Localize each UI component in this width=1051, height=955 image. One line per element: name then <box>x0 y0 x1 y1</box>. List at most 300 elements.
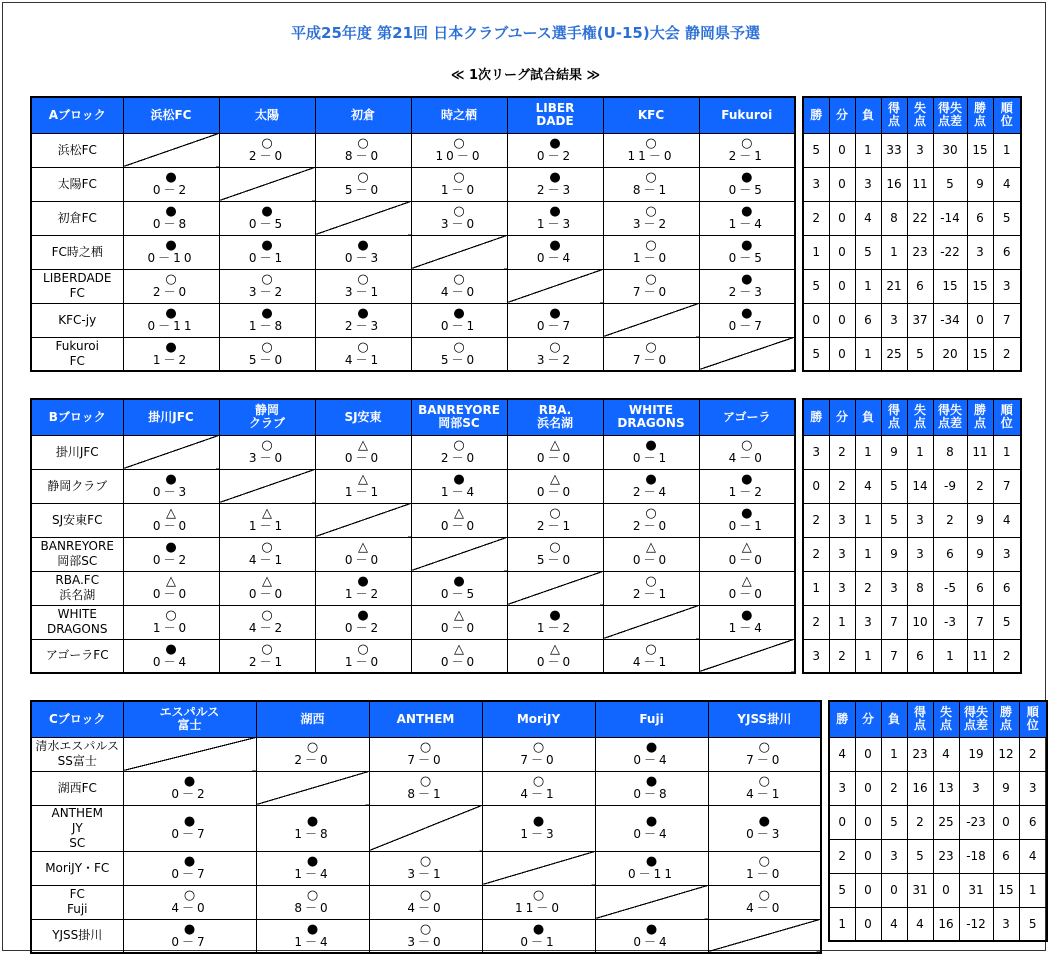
match-result-cell <box>315 435 411 469</box>
match-result <box>220 273 315 299</box>
result-symbol: ● <box>549 608 561 623</box>
match-score: 1－0 <box>632 251 670 265</box>
match-result <box>257 889 369 915</box>
standings-row <box>803 337 1021 371</box>
match-result <box>700 473 795 499</box>
match-result-cell <box>219 503 315 537</box>
match-score: 1－8 <box>248 319 286 333</box>
team-column-header: 太陽 <box>219 97 315 133</box>
match-result <box>508 541 603 567</box>
match-score: 4－1 <box>746 787 783 801</box>
team-row-label: Fukuroi FC <box>31 337 123 371</box>
match-result <box>124 815 256 841</box>
match-result-cell <box>411 435 507 469</box>
match-result-cell <box>315 537 411 571</box>
match-result-cell <box>123 303 219 337</box>
result-symbol: ○ <box>453 204 465 219</box>
team-column-header: アゴーラ <box>699 399 795 435</box>
match-result <box>700 575 795 601</box>
standings-value: 0 <box>829 201 855 235</box>
standings-value: -9 <box>933 469 967 503</box>
match-score: 11－0 <box>515 901 562 915</box>
standings-value: 5 <box>907 337 933 371</box>
match-score: 0－7 <box>171 867 208 881</box>
diagonal-cell <box>315 201 411 235</box>
match-result <box>604 473 699 499</box>
match-score: 4－0 <box>440 285 478 299</box>
result-symbol: ● <box>306 814 319 829</box>
match-score: 1－3 <box>520 827 557 841</box>
result-symbol: ● <box>183 774 196 789</box>
match-score: 1－2 <box>152 352 190 367</box>
result-symbol: ● <box>183 814 196 829</box>
match-result-cell <box>411 639 507 673</box>
standings-value: -3 <box>933 605 967 639</box>
standings-value: 1 <box>829 605 855 639</box>
match-result-cell <box>595 771 708 805</box>
standings-value: 6 <box>993 235 1021 269</box>
result-symbol: △ <box>550 438 560 453</box>
match-score: 0－3 <box>746 827 783 841</box>
match-score: 0－4 <box>536 251 574 265</box>
result-symbol: ● <box>453 306 465 321</box>
match-score: 0－7 <box>728 319 765 333</box>
standings-table <box>802 96 1022 372</box>
match-result <box>700 507 795 533</box>
match-result-cell <box>123 805 256 851</box>
match-score: 7－0 <box>632 352 670 367</box>
result-symbol: ● <box>165 641 177 657</box>
match-result-cell <box>219 269 315 303</box>
standings-value: 3 <box>881 303 907 337</box>
match-result-cell <box>256 919 369 953</box>
match-score: 2－0 <box>440 451 478 465</box>
match-result <box>483 775 595 801</box>
match-result-cell <box>256 737 369 771</box>
result-symbol: △ <box>166 506 176 521</box>
standings-header: 分 <box>855 701 881 737</box>
match-result-cell <box>411 571 507 605</box>
result-symbol: ○ <box>261 540 273 555</box>
match-result <box>124 273 219 299</box>
standings-value: 2 <box>803 503 829 537</box>
match-result-cell <box>123 571 219 605</box>
match-result <box>316 473 411 499</box>
result-symbol: ○ <box>453 136 465 151</box>
standings-table <box>802 398 1022 674</box>
match-result <box>220 205 315 231</box>
match-result-cell <box>315 639 411 673</box>
match-score: 1－8 <box>294 827 331 841</box>
match-score: 0－2 <box>536 149 574 163</box>
result-symbol: ○ <box>453 170 465 185</box>
standings-value: 3 <box>959 771 993 805</box>
match-result <box>257 855 369 881</box>
match-result-cell <box>603 337 699 371</box>
match-score: 11－0 <box>627 149 675 163</box>
match-score: 2－3 <box>728 285 765 299</box>
team-row-label: 太陽FC <box>31 167 123 201</box>
standings-value: 1 <box>881 235 907 269</box>
result-symbol: ● <box>532 921 545 937</box>
team-row-label: 清水エスパルス SS富士 <box>31 737 123 771</box>
match-result-cell <box>708 737 821 771</box>
match-score: 3－1 <box>407 867 444 881</box>
standings-value: 5 <box>1019 907 1047 941</box>
standings-header: 順 位 <box>993 97 1021 133</box>
standings-value: 25 <box>881 337 907 371</box>
match-result-cell <box>699 269 795 303</box>
result-symbol: ○ <box>261 641 273 657</box>
match-result-cell <box>482 805 595 851</box>
match-result-cell <box>595 919 708 953</box>
standings-value: 3 <box>907 133 933 167</box>
standings-header: 負 <box>855 399 881 435</box>
team-row-label: SJ安東FC <box>31 503 123 537</box>
standings-value: 4 <box>1019 839 1047 873</box>
result-symbol: ○ <box>549 339 561 355</box>
result-symbol: △ <box>358 438 368 453</box>
header-row <box>31 701 821 737</box>
match-result <box>124 473 219 499</box>
match-result <box>604 239 699 265</box>
result-symbol: ○ <box>357 641 369 657</box>
result-symbol: ● <box>645 921 658 937</box>
standings-value: 3 <box>1019 771 1047 805</box>
diagonal-cell <box>315 503 411 537</box>
result-symbol: ● <box>532 814 545 829</box>
match-result-cell <box>603 133 699 167</box>
match-score: 3－0 <box>440 217 478 231</box>
match-result <box>596 775 708 801</box>
standings-row <box>803 605 1021 639</box>
standings-value: 1 <box>881 737 907 771</box>
match-result <box>220 643 315 669</box>
result-symbol: ○ <box>419 854 432 869</box>
standings-value: 0 <box>829 805 855 839</box>
standings-header: 得 点 <box>907 701 933 737</box>
match-score: 0－4 <box>633 934 670 949</box>
match-result-cell <box>256 885 369 919</box>
match-result <box>596 855 708 881</box>
standings-value: 0 <box>855 873 881 907</box>
standings-value: 6 <box>993 571 1021 605</box>
match-result <box>316 307 411 333</box>
match-result <box>316 171 411 197</box>
match-result <box>508 205 603 231</box>
standings-value: 4 <box>933 737 959 771</box>
standings-value: 1 <box>907 435 933 469</box>
match-result-cell <box>603 537 699 571</box>
standings-value: 16 <box>933 907 959 941</box>
match-result-cell <box>595 851 708 885</box>
standings-value: 23 <box>907 737 933 771</box>
diagonal-cell <box>123 737 256 771</box>
match-result-cell <box>315 571 411 605</box>
match-score: 0－5 <box>728 251 765 265</box>
match-score: 0－1 <box>632 451 670 465</box>
standings-value: 9 <box>967 503 993 537</box>
standings-value: 15 <box>967 337 993 371</box>
standings-value: 2 <box>993 337 1021 371</box>
match-score: 0－0 <box>536 451 574 465</box>
match-result-cell <box>507 537 603 571</box>
match-result <box>412 341 507 367</box>
standings-header-row <box>803 399 1021 435</box>
match-result <box>124 575 219 601</box>
match-result-cell <box>219 639 315 673</box>
standings-value: 15 <box>933 269 967 303</box>
match-score: 1－2 <box>728 485 765 499</box>
team-row <box>31 737 821 771</box>
match-score: 0－3 <box>152 485 190 499</box>
match-result <box>700 609 795 635</box>
match-score: 0－4 <box>633 753 670 767</box>
match-result-cell <box>708 771 821 805</box>
match-score: 1－3 <box>536 217 574 231</box>
standings-value: -14 <box>933 201 967 235</box>
result-symbol: ○ <box>261 136 273 151</box>
match-score: 1－4 <box>728 621 765 635</box>
diagonal-cell <box>219 469 315 503</box>
match-result-cell <box>699 571 795 605</box>
result-symbol: ● <box>645 438 657 453</box>
standings-value: 11 <box>907 167 933 201</box>
result-symbol: ● <box>165 170 177 185</box>
match-result <box>220 575 315 601</box>
result-symbol: ● <box>645 774 658 789</box>
standings-row <box>803 235 1021 269</box>
match-result-cell <box>708 885 821 919</box>
match-result-cell <box>708 851 821 885</box>
match-score: 1－4 <box>294 934 331 949</box>
standings-value: 15 <box>993 873 1019 907</box>
match-result-cell <box>699 605 795 639</box>
standings-value: 6 <box>855 303 881 337</box>
match-result-cell <box>315 269 411 303</box>
standings-header-row <box>803 97 1021 133</box>
standings-value: 3 <box>907 537 933 571</box>
result-symbol: ○ <box>357 272 369 287</box>
match-score: 0－3 <box>344 251 382 265</box>
diagonal-cell <box>603 605 699 639</box>
team-column-header: LIBER DADE <box>507 97 603 133</box>
standings-header: 勝 <box>803 97 829 133</box>
standings-row <box>829 839 1047 873</box>
match-score: 0－8 <box>152 217 190 231</box>
result-symbol: ○ <box>532 888 545 903</box>
match-result-cell <box>411 201 507 235</box>
result-symbol: ● <box>183 854 196 869</box>
result-symbol: ● <box>549 238 561 253</box>
standings-value: 31 <box>907 873 933 907</box>
standings-value: 2 <box>829 469 855 503</box>
standings-value: 19 <box>959 737 993 771</box>
standings-value: 37 <box>907 303 933 337</box>
match-score: 8－1 <box>407 787 444 801</box>
team-column-header: YJSS掛川 <box>708 701 821 737</box>
match-result-cell <box>507 639 603 673</box>
team-row <box>31 851 821 885</box>
standings-value: 8 <box>881 201 907 235</box>
result-symbol: ● <box>741 272 753 287</box>
result-symbol: ● <box>183 921 196 937</box>
standings-value: 23 <box>933 839 959 873</box>
match-result <box>604 137 699 163</box>
team-row-label: KFC-jy <box>31 303 123 337</box>
team-row-label: 浜松FC <box>31 133 123 167</box>
result-symbol: △ <box>454 641 464 657</box>
result-symbol: ○ <box>419 921 432 937</box>
team-column-header: 掛川JFC <box>123 399 219 435</box>
result-symbol: ○ <box>645 339 657 355</box>
standings-header: 失 点 <box>933 701 959 737</box>
match-score: 0－2 <box>171 787 208 801</box>
standings-value: 5 <box>829 873 855 907</box>
standings-value: 16 <box>907 771 933 805</box>
results-table <box>30 398 796 674</box>
team-row <box>31 503 795 537</box>
standings-row <box>803 503 1021 537</box>
match-result <box>508 609 603 635</box>
match-result-cell <box>603 469 699 503</box>
result-symbol: ○ <box>261 438 273 453</box>
match-result <box>596 923 708 949</box>
header-row <box>31 399 795 435</box>
team-row <box>31 805 821 851</box>
block-a <box>30 96 1022 372</box>
result-symbol: ○ <box>419 888 432 903</box>
standings-value: 4 <box>907 907 933 941</box>
match-result-cell <box>256 805 369 851</box>
match-result <box>700 205 795 231</box>
results-table <box>30 700 822 954</box>
diagonal-cell <box>482 851 595 885</box>
result-symbol: △ <box>550 472 560 487</box>
match-result-cell <box>708 805 821 851</box>
match-result-cell <box>595 805 708 851</box>
team-row-label: MoriJY・FC <box>31 851 123 885</box>
standings-value: 9 <box>993 771 1019 805</box>
result-symbol: ○ <box>532 740 545 755</box>
result-symbol: ○ <box>261 272 273 287</box>
match-result-cell <box>369 737 482 771</box>
standings-value: 0 <box>829 269 855 303</box>
match-result <box>124 171 219 197</box>
match-result-cell <box>699 537 795 571</box>
match-result-cell <box>699 435 795 469</box>
match-result <box>596 741 708 767</box>
match-score: 7－0 <box>520 753 557 767</box>
match-score: 3－2 <box>248 285 286 299</box>
standings-value: 4 <box>829 737 855 771</box>
result-symbol: ○ <box>645 204 657 219</box>
result-symbol: ● <box>357 574 369 589</box>
match-result <box>700 439 795 465</box>
standings-value: 2 <box>993 639 1021 673</box>
team-column-header: エスパルス 富士 <box>123 701 256 737</box>
standings-value: 9 <box>967 167 993 201</box>
match-result-cell <box>411 337 507 371</box>
result-symbol: ● <box>261 204 273 219</box>
result-symbol: ● <box>645 854 658 869</box>
standings-value: 3 <box>993 907 1019 941</box>
standings-header: 失 点 <box>907 399 933 435</box>
match-result <box>412 137 507 163</box>
match-result <box>508 137 603 163</box>
match-score: 4－0 <box>171 901 208 915</box>
match-result <box>508 473 603 499</box>
match-result <box>220 541 315 567</box>
team-column-header: BANREYORE 岡部SC <box>411 399 507 435</box>
result-symbol: ● <box>645 472 657 487</box>
match-result-cell <box>315 303 411 337</box>
match-score: 1－0 <box>746 867 783 881</box>
team-row <box>31 605 795 639</box>
match-result-cell <box>123 851 256 885</box>
result-symbol: ○ <box>261 339 273 355</box>
header-row <box>31 97 795 133</box>
standings-value: 1 <box>855 269 881 303</box>
match-result <box>220 307 315 333</box>
results-table <box>30 96 796 372</box>
standings-value: 1 <box>933 639 967 673</box>
standings-value: 5 <box>803 133 829 167</box>
standings-value: 1 <box>993 435 1021 469</box>
team-column-header: 時之栖 <box>411 97 507 133</box>
standings-value: 11 <box>967 435 993 469</box>
match-result-cell <box>123 269 219 303</box>
standings-value: 6 <box>907 639 933 673</box>
standings-header: 勝 点 <box>993 701 1019 737</box>
page-subtitle: ≪ 1次リーグ試合結果 ≫ <box>450 68 601 83</box>
match-result <box>604 575 699 601</box>
standings-value: 0 <box>829 337 855 371</box>
match-result-cell <box>603 235 699 269</box>
match-score: 5－0 <box>536 553 574 567</box>
standings-value: 1 <box>855 435 881 469</box>
match-result-cell <box>699 235 795 269</box>
match-result-cell <box>411 133 507 167</box>
match-result-cell <box>507 337 603 371</box>
page-title: 平成25年度 第21回 日本クラブユース選手権(U-15)大会 静岡県予選 <box>291 24 760 42</box>
match-score: 1－4 <box>728 217 765 231</box>
match-score: 0－7 <box>536 319 574 333</box>
match-result <box>483 741 595 767</box>
team-row-label: アゴーラFC <box>31 639 123 673</box>
match-result-cell <box>315 469 411 503</box>
match-result <box>596 815 708 841</box>
match-result <box>316 273 411 299</box>
standings-value: 3 <box>829 537 855 571</box>
match-score: 8－0 <box>344 149 382 163</box>
standings-value: 3 <box>803 435 829 469</box>
match-result <box>124 609 219 635</box>
standings-value: 13 <box>933 771 959 805</box>
match-result-cell <box>411 605 507 639</box>
match-result <box>412 575 507 601</box>
result-symbol: ○ <box>758 774 770 789</box>
match-result <box>508 171 603 197</box>
match-result <box>483 889 595 915</box>
standings-value: 9 <box>967 537 993 571</box>
standings-value: 5 <box>881 805 907 839</box>
team-column-header: WHITE DRAGONS <box>603 399 699 435</box>
standings-value: 3 <box>829 503 855 537</box>
match-score: 3－2 <box>536 352 574 367</box>
standings-value: 2 <box>933 503 967 537</box>
match-result <box>508 439 603 465</box>
